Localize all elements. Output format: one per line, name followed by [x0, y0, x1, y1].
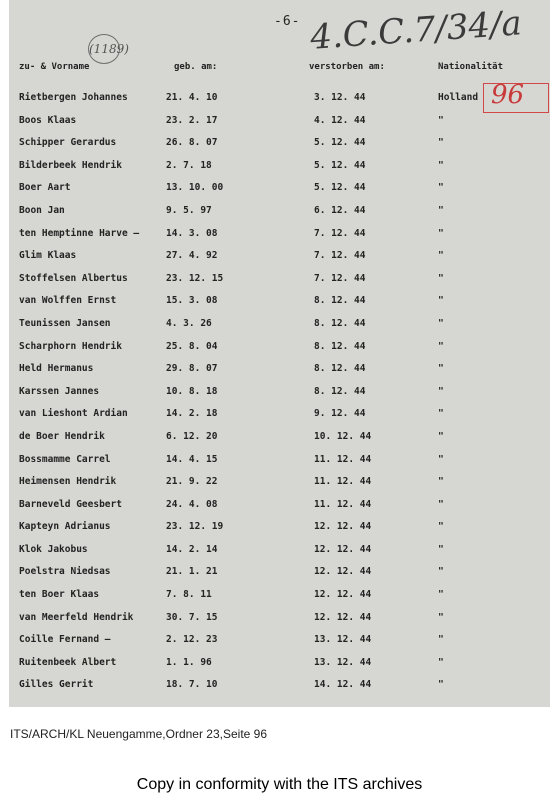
nationality: " — [438, 114, 444, 126]
nationality: " — [438, 476, 444, 488]
death-date: 4. 12. 44 — [314, 114, 366, 126]
death-date: 13. 12. 44 — [314, 656, 372, 668]
death-date: 9. 12. 44 — [314, 408, 366, 420]
nationality: " — [438, 589, 444, 601]
table-row — [9, 544, 550, 567]
death-date: 7. 12. 44 — [314, 227, 366, 239]
person-name: van Meerfeld Hendrik — [19, 611, 134, 623]
nationality: " — [438, 182, 444, 194]
table-row — [9, 137, 550, 160]
birth-date: 30. 7. 15 — [166, 611, 218, 623]
birth-date: 1. 1. 96 — [166, 656, 212, 668]
record-list — [9, 92, 550, 702]
person-name: Stoffelsen Albertus — [19, 272, 128, 284]
nationality: " — [438, 408, 444, 420]
birth-date: 24. 4. 08 — [166, 498, 218, 510]
nationality: " — [438, 272, 444, 284]
table-row — [9, 612, 550, 635]
person-name: van Lieshont Ardian — [19, 408, 128, 420]
birth-date: 23. 12. 15 — [166, 272, 224, 284]
table-row — [9, 408, 550, 431]
death-date: 7. 12. 44 — [314, 250, 366, 262]
nationality: " — [438, 295, 444, 307]
nationality: " — [438, 137, 444, 149]
nationality: " — [438, 227, 444, 239]
table-row — [9, 386, 550, 409]
header-nationality: Nationalität — [438, 62, 504, 72]
table-row — [9, 318, 550, 341]
person-name: ten Hemptinne Harve — — [19, 227, 140, 239]
person-name: van Wolffen Ernst — [19, 295, 117, 307]
table-row — [9, 634, 550, 657]
nationality: " — [438, 656, 444, 668]
person-name: Barneveld Geesbert — [19, 498, 122, 510]
birth-date: 21. 1. 21 — [166, 566, 218, 578]
nationality: " — [438, 679, 444, 691]
table-row — [9, 363, 550, 386]
header-name: zu- & Vorname — [19, 62, 90, 72]
death-date: 8. 12. 44 — [314, 295, 366, 307]
person-name: Poelstra Niedsas — [19, 566, 111, 578]
table-row — [9, 115, 550, 138]
death-date: 12. 12. 44 — [314, 521, 372, 533]
person-name: Teunissen Jansen — [19, 317, 111, 329]
death-date: 7. 12. 44 — [314, 272, 366, 284]
table-row — [9, 589, 550, 612]
birth-date: 14. 3. 08 — [166, 227, 218, 239]
nationality: " — [438, 611, 444, 623]
birth-date: 26. 8. 07 — [166, 137, 218, 149]
birth-date: 9. 5. 97 — [166, 204, 212, 216]
person-name: de Boer Hendrik — [19, 430, 105, 442]
birth-date: 21. 9. 22 — [166, 476, 218, 488]
birth-date: 14. 4. 15 — [166, 453, 218, 465]
red-handwritten-number: 96 — [491, 80, 525, 110]
death-date: 11. 12. 44 — [314, 498, 372, 510]
person-name: Held Hermanus — [19, 363, 94, 375]
nationality: " — [438, 159, 444, 171]
birth-date: 4. 3. 26 — [166, 317, 212, 329]
person-name: Boer Aart — [19, 182, 71, 194]
birth-date: 23. 2. 17 — [166, 114, 218, 126]
birth-date: 10. 8. 18 — [166, 385, 218, 397]
table-row — [9, 476, 550, 499]
death-date: 5. 12. 44 — [314, 182, 366, 194]
scanned-document — [9, 0, 550, 707]
nationality: " — [438, 498, 444, 510]
birth-date: 14. 2. 18 — [166, 408, 218, 420]
table-row — [9, 499, 550, 522]
table-row — [9, 160, 550, 183]
person-name: Klok Jakobus — [19, 543, 88, 555]
nationality: " — [438, 250, 444, 262]
table-row — [9, 205, 550, 228]
birth-date: 6. 12. 20 — [166, 430, 218, 442]
nationality: Holland — [438, 92, 479, 103]
circled-number-stamp: (1189) — [88, 34, 120, 64]
death-date: 8. 12. 44 — [314, 363, 366, 375]
death-date: 5. 12. 44 — [314, 159, 366, 171]
birth-date: 27. 4. 92 — [166, 250, 218, 262]
table-row — [9, 273, 550, 296]
table-row — [9, 657, 550, 680]
nationality: " — [438, 566, 444, 578]
birth-date: 29. 8. 07 — [166, 363, 218, 375]
nationality: " — [438, 453, 444, 465]
person-name: Scharphorn Hendrik — [19, 340, 122, 352]
death-date: 12. 12. 44 — [314, 543, 372, 555]
nationality: " — [438, 317, 444, 329]
death-date: 12. 12. 44 — [314, 566, 372, 578]
table-row — [9, 182, 550, 205]
death-date: 8. 12. 44 — [314, 317, 366, 329]
person-name: Ruitenbeek Albert — [19, 656, 117, 668]
person-name: Bossmamme Carrel — [19, 453, 111, 465]
death-date: 12. 12. 44 — [314, 589, 372, 601]
page-number: -6- — [274, 14, 301, 29]
birth-date: 23. 12. 19 — [166, 521, 224, 533]
archive-caption: ITS/ARCH/KL Neuengamme,Ordner 23,Seite 96 — [10, 727, 268, 741]
nationality: " — [438, 430, 444, 442]
person-name: Heimensen Hendrik — [19, 476, 117, 488]
person-name: Glim Klaas — [19, 250, 77, 262]
header-born: geb. am: — [174, 62, 218, 72]
nationality: " — [438, 363, 444, 375]
person-name: Karssen Jannes — [19, 385, 100, 397]
birth-date: 18. 7. 10 — [166, 679, 218, 691]
person-name: Gilles Gerrit — [19, 679, 94, 691]
nationality: " — [438, 340, 444, 352]
person-name: Kapteyn Adrianus — [19, 521, 111, 533]
death-date: 11. 12. 44 — [314, 453, 372, 465]
table-row — [9, 341, 550, 364]
copy-notice: Copy in conformity with the ITS archives — [136, 776, 423, 793]
table-row — [9, 679, 550, 702]
death-date: 14. 12. 44 — [314, 679, 372, 691]
table-row — [9, 431, 550, 454]
person-name: Bilderbeek Hendrik — [19, 159, 122, 171]
person-name: Coille Fernand — — [19, 634, 111, 646]
table-row — [9, 566, 550, 589]
birth-date: 14. 2. 14 — [166, 543, 218, 555]
table-row — [9, 92, 550, 115]
nationality: " — [438, 521, 444, 533]
birth-date: 21. 4. 10 — [166, 92, 218, 103]
person-name: ten Boer Klaas — [19, 589, 100, 601]
birth-date: 2. 7. 18 — [166, 159, 212, 171]
nationality: " — [438, 385, 444, 397]
person-name: Rietbergen Johannes — [19, 92, 128, 103]
death-date: 5. 12. 44 — [314, 137, 366, 149]
table-row — [9, 250, 550, 273]
death-date: 8. 12. 44 — [314, 385, 366, 397]
table-row — [9, 295, 550, 318]
nationality: " — [438, 634, 444, 646]
table-row — [9, 228, 550, 251]
person-name: Schipper Gerardus — [19, 137, 117, 149]
death-date: 3. 12. 44 — [314, 92, 366, 103]
death-date: 13. 12. 44 — [314, 634, 372, 646]
handwritten-reference: 4.C.C.7/34/a — [309, 3, 524, 58]
nationality: " — [438, 204, 444, 216]
death-date: 12. 12. 44 — [314, 611, 372, 623]
death-date: 6. 12. 44 — [314, 204, 366, 216]
table-row — [9, 454, 550, 477]
table-row — [9, 521, 550, 544]
death-date: 11. 12. 44 — [314, 476, 372, 488]
birth-date: 25. 8. 04 — [166, 340, 218, 352]
person-name: Boon Jan — [19, 204, 65, 216]
nationality: " — [438, 543, 444, 555]
birth-date: 7. 8. 11 — [166, 589, 212, 601]
person-name: Boos Klaas — [19, 114, 77, 126]
birth-date: 2. 12. 23 — [166, 634, 218, 646]
header-died: verstorben am: — [309, 62, 385, 72]
death-date: 8. 12. 44 — [314, 340, 366, 352]
birth-date: 15. 3. 08 — [166, 295, 218, 307]
birth-date: 13. 10. 00 — [166, 182, 224, 194]
death-date: 10. 12. 44 — [314, 430, 372, 442]
